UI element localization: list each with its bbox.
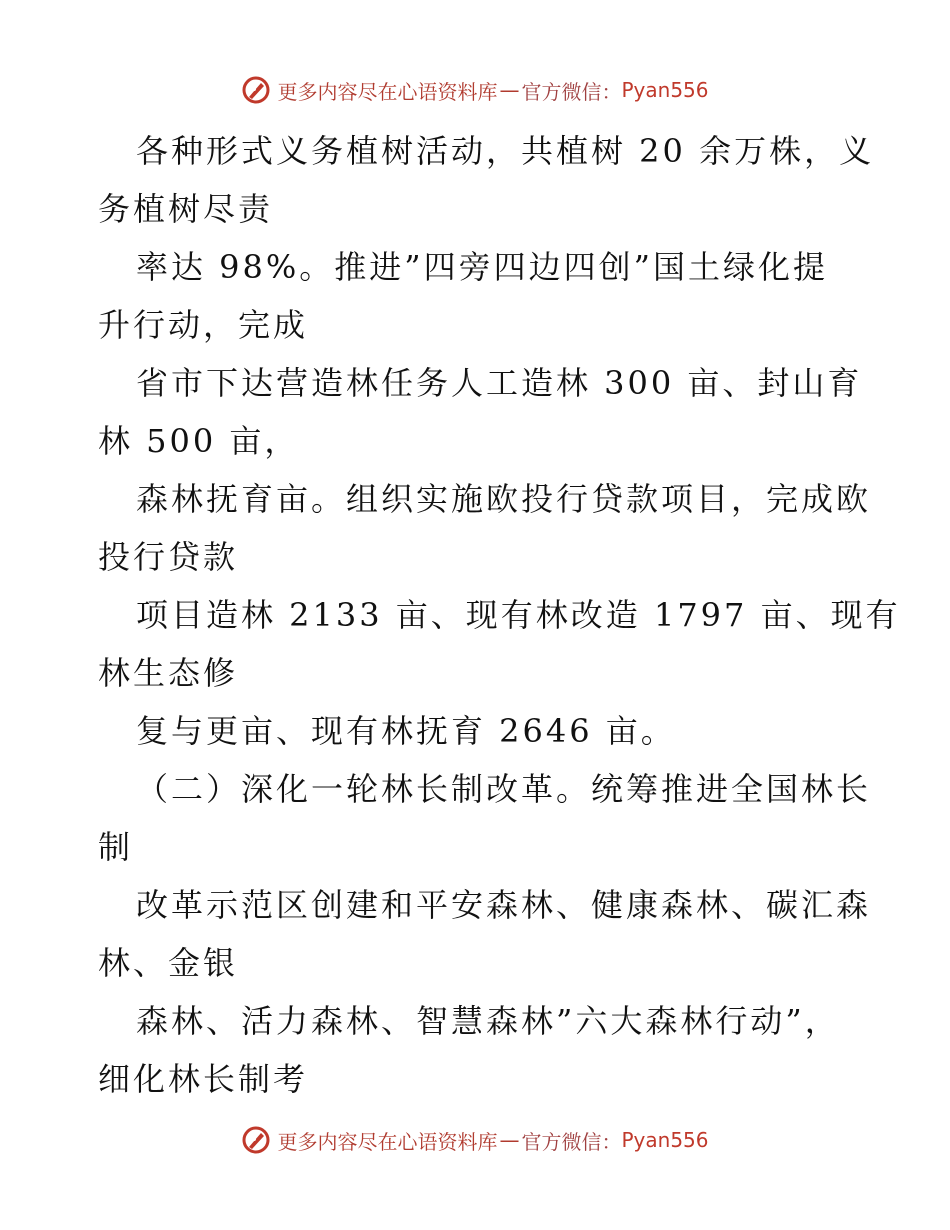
watermark-separator: — (499, 1128, 520, 1152)
text-line-15: 林、金银 (98, 944, 239, 982)
text-line-11: 复与更亩、现有林抚育 2646 亩。 (136, 712, 676, 750)
watermark-wechat-id: Pyan556 (621, 78, 709, 102)
text-line-6: 林 500 亩， (98, 422, 300, 460)
text-line-13: 制 (98, 828, 134, 866)
text-line-17: 细化林长制考 (98, 1060, 309, 1098)
text-line-14: 改革示范区创建和平安森林、健康森林、碳汇森 (136, 886, 872, 924)
text-line-2: 务植树尽责 (98, 190, 274, 228)
footer-watermark (0, 1120, 950, 1160)
watermark-label: 官方微信： (521, 79, 622, 104)
text-line-7: 森林抚育亩。组织实施欧投行贷款项目，完成欧 (136, 480, 872, 518)
watermark-site-text: 更多内容尽在心语资料库 (277, 1129, 498, 1154)
header-watermark (0, 70, 950, 110)
text-line-9: 项目造林 2133 亩、现有林改造 1797 亩、现有 (136, 596, 901, 634)
pen-logo-icon (241, 75, 271, 105)
text-line-3: 率达 98%。推进”四旁四边四创”国土绿化提 (136, 248, 829, 286)
watermark-separator: — (499, 78, 520, 102)
text-line-4: 升行动，完成 (98, 306, 309, 344)
watermark-label: 官方微信： (521, 1129, 622, 1154)
watermark-wechat-id: Pyan556 (621, 1128, 709, 1152)
document-body (98, 122, 901, 1108)
text-line-12: （二）深化一轮林长制改革。统筹推进全国林长 (136, 770, 872, 808)
watermark-site-text: 更多内容尽在心语资料库 (277, 79, 498, 104)
text-line-16: 森林、活力森林、智慧森林”六大森林行动”， (136, 1002, 840, 1040)
text-line-1: 各种形式义务植树活动，共植树 20 余万株，义 (136, 132, 875, 170)
text-line-5: 省市下达营造林任务人工造林 300 亩、封山育 (136, 364, 863, 402)
text-line-10: 林生态修 (98, 654, 239, 692)
text-line-8: 投行贷款 (98, 538, 239, 576)
pen-logo-icon (241, 1125, 271, 1155)
